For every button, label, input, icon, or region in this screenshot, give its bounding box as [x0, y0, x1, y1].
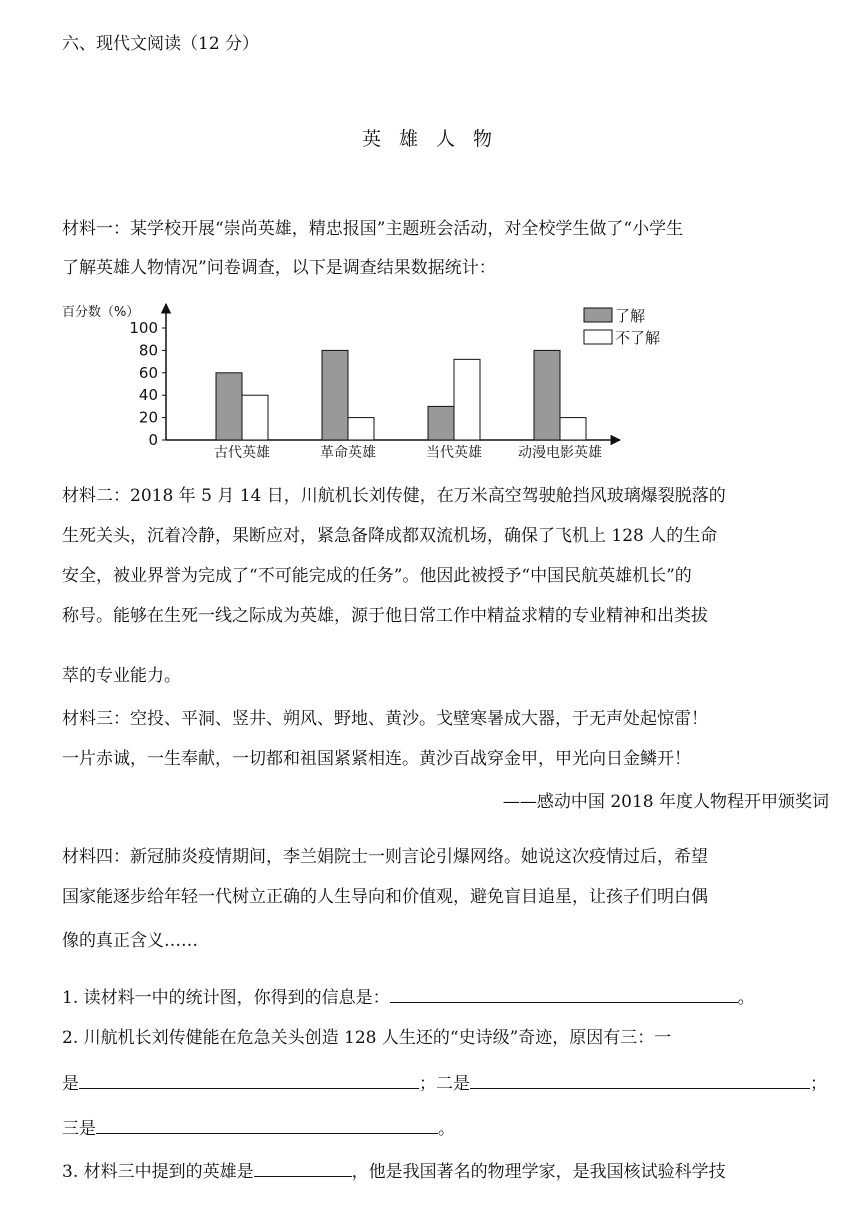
bar-known-0	[216, 373, 242, 440]
q3-answer-blank[interactable]	[254, 1158, 352, 1177]
legend-label-1: 不了解	[615, 329, 661, 347]
q3-text-b: ，他是我国著名的物理学家，是我国核试验科学技	[351, 1162, 726, 1182]
material2-line2: 生死关头，沉着冷静，果断应对，紧急备降成都双流机场，确保了飞机上 128 人的生命	[62, 526, 718, 546]
bar-unknown-3	[560, 418, 586, 440]
material1-line2: 了解英雄人物情况”问卷调查，以下是调查结果数据统计：	[62, 258, 496, 278]
legend-swatch-1	[584, 330, 612, 344]
q2-b-end: ；	[810, 1074, 827, 1094]
section-heading: 六、现代文阅读（12 分）	[62, 34, 260, 54]
material3-source: ——感动中国 2018 年度人物程开甲颁奖词	[502, 792, 829, 812]
y-tick-label: 80	[138, 341, 158, 360]
q2-answer-blank-3[interactable]	[96, 1115, 438, 1134]
question-3	[62, 1158, 726, 1184]
q1-answer-blank[interactable]	[390, 984, 738, 1003]
bar-known-3	[534, 350, 560, 440]
question-2: 2. 川航机长刘传健能在危急关头创造 128 人生还的“史诗级”奇迹，原因有三：一	[62, 1028, 672, 1048]
y-tick-label: 100	[129, 319, 158, 337]
survey-bar-chart	[58, 296, 668, 466]
y-tick-label: 60	[138, 363, 158, 382]
article-title: 英 雄 人 物	[361, 128, 499, 150]
q2-answer-blank-1[interactable]	[79, 1070, 419, 1089]
question-2-blanks	[62, 1070, 827, 1096]
material3-line2: 一片赤诚，一生奉献，一切都和祖国紧紧相连。黄沙百战穿金甲，甲光向日金鳞开！	[62, 749, 691, 769]
y-axis-label: 百分数（%）	[62, 305, 140, 320]
q2-c-end: 。	[438, 1119, 455, 1139]
category-label: 当代英雄	[426, 445, 482, 461]
q2-b-label: ；二是	[419, 1074, 470, 1094]
material4-line2: 国家能逐步给年轻一代树立正确的人生导向和价值观，避免盲目追星，让孩子们明白偶	[62, 887, 708, 907]
material2-line3: 安全，被业界誉为完成了“不可能完成的任务”。他因此被授予“中国民航英雄机长”的	[62, 566, 692, 586]
q2-a-label: 是	[62, 1074, 79, 1094]
q3-text-a: 3. 材料三中提到的英雄是	[62, 1162, 254, 1182]
y-tick-label: 0	[148, 431, 158, 449]
y-tick-label: 20	[138, 408, 158, 427]
material2-line4: 称号。能够在生死一线之际成为英雄，源于他日常工作中精益求精的专业精神和出类拔	[62, 606, 708, 626]
q1-text: 1. 读材料一中的统计图，你得到的信息是：	[62, 988, 390, 1008]
legend-swatch-0	[584, 308, 612, 322]
category-label: 动漫电影英雄	[518, 445, 602, 461]
y-tick-label: 40	[138, 386, 158, 405]
bar-unknown-0	[242, 395, 268, 440]
material4-line3: 像的真正含义……	[62, 931, 198, 951]
category-label: 革命英雄	[320, 445, 376, 461]
q2-c-label: 三是	[62, 1119, 96, 1139]
bar-known-1	[322, 350, 348, 440]
material4-line1: 材料四：新冠肺炎疫情期间，李兰娟院士一则言论引爆网络。她说这次疫情过后，希望	[62, 847, 708, 867]
q1-end: 。	[737, 988, 755, 1008]
question-2-third	[62, 1115, 455, 1141]
material2-line5: 萃的专业能力。	[62, 666, 181, 686]
category-label: 古代英雄	[214, 445, 270, 461]
bar-known-2	[428, 406, 454, 440]
material2-line1: 材料二：2018 年 5 月 14 日，川航机长刘传健，在万米高空驾驶舱挡风玻璃爆裂脱落的	[62, 486, 726, 506]
bar-unknown-1	[348, 418, 374, 440]
question-1	[62, 984, 755, 1010]
material3-line1: 材料三：空投、平洞、竖井、朔风、野地、黄沙。戈壁寒暑成大器，于无声处起惊雷！	[62, 709, 708, 729]
bar-unknown-2	[454, 359, 480, 440]
material1-line1: 材料一：某学校开展“崇尚英雄，精忠报国”主题班会活动，对全校学生做了“小学生	[62, 219, 684, 239]
legend-label-0: 了解	[615, 307, 646, 325]
q2-answer-blank-2[interactable]	[470, 1070, 810, 1089]
